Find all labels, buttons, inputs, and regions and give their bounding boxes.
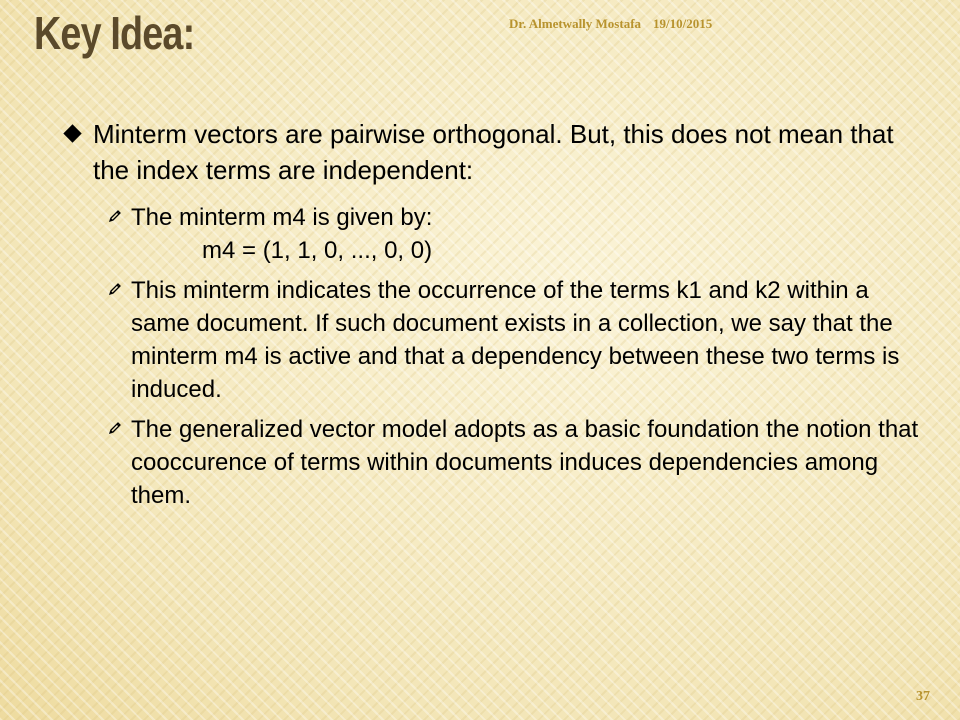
slide-title: Key Idea: bbox=[34, 7, 195, 59]
sub-bullet-3-text: The generalized vector model adopts as a basic foundation the notion that cooccurence of terms within documents induces dependencies among them. bbox=[131, 416, 919, 509]
pencil-icon bbox=[107, 420, 123, 436]
page-number: 37 bbox=[916, 689, 930, 704]
slide-date: 19/10/2015 bbox=[653, 16, 713, 31]
pencil-icon bbox=[107, 208, 123, 224]
slide-content bbox=[62, 116, 932, 512]
sub-bullet-1 bbox=[107, 201, 932, 267]
diamond-icon bbox=[63, 124, 81, 142]
sub-bullet-2-text: This minterm indicates the occurrence of the terms k1 and k2 within a same document. If such document exists in a collection, we say that the minterm m4 is active and that a dependency between these two terms is induced. bbox=[131, 277, 900, 403]
sub-bullet-3 bbox=[107, 413, 932, 512]
main-bullet bbox=[62, 116, 932, 188]
author-name: Dr. Almetwally Mostafa bbox=[509, 16, 642, 31]
minterm-formula: m4 = (1, 1, 0, ..., 0, 0) bbox=[202, 237, 433, 264]
main-bullet-text: Minterm vectors are pairwise orthogonal. But, this does not mean that the index terms are independent: bbox=[93, 119, 894, 185]
sub-bullet-2 bbox=[107, 274, 932, 406]
pencil-icon bbox=[107, 281, 123, 297]
sub-bullet-1-text: The minterm m4 is given by: bbox=[131, 204, 433, 231]
slide-header bbox=[509, 16, 712, 32]
